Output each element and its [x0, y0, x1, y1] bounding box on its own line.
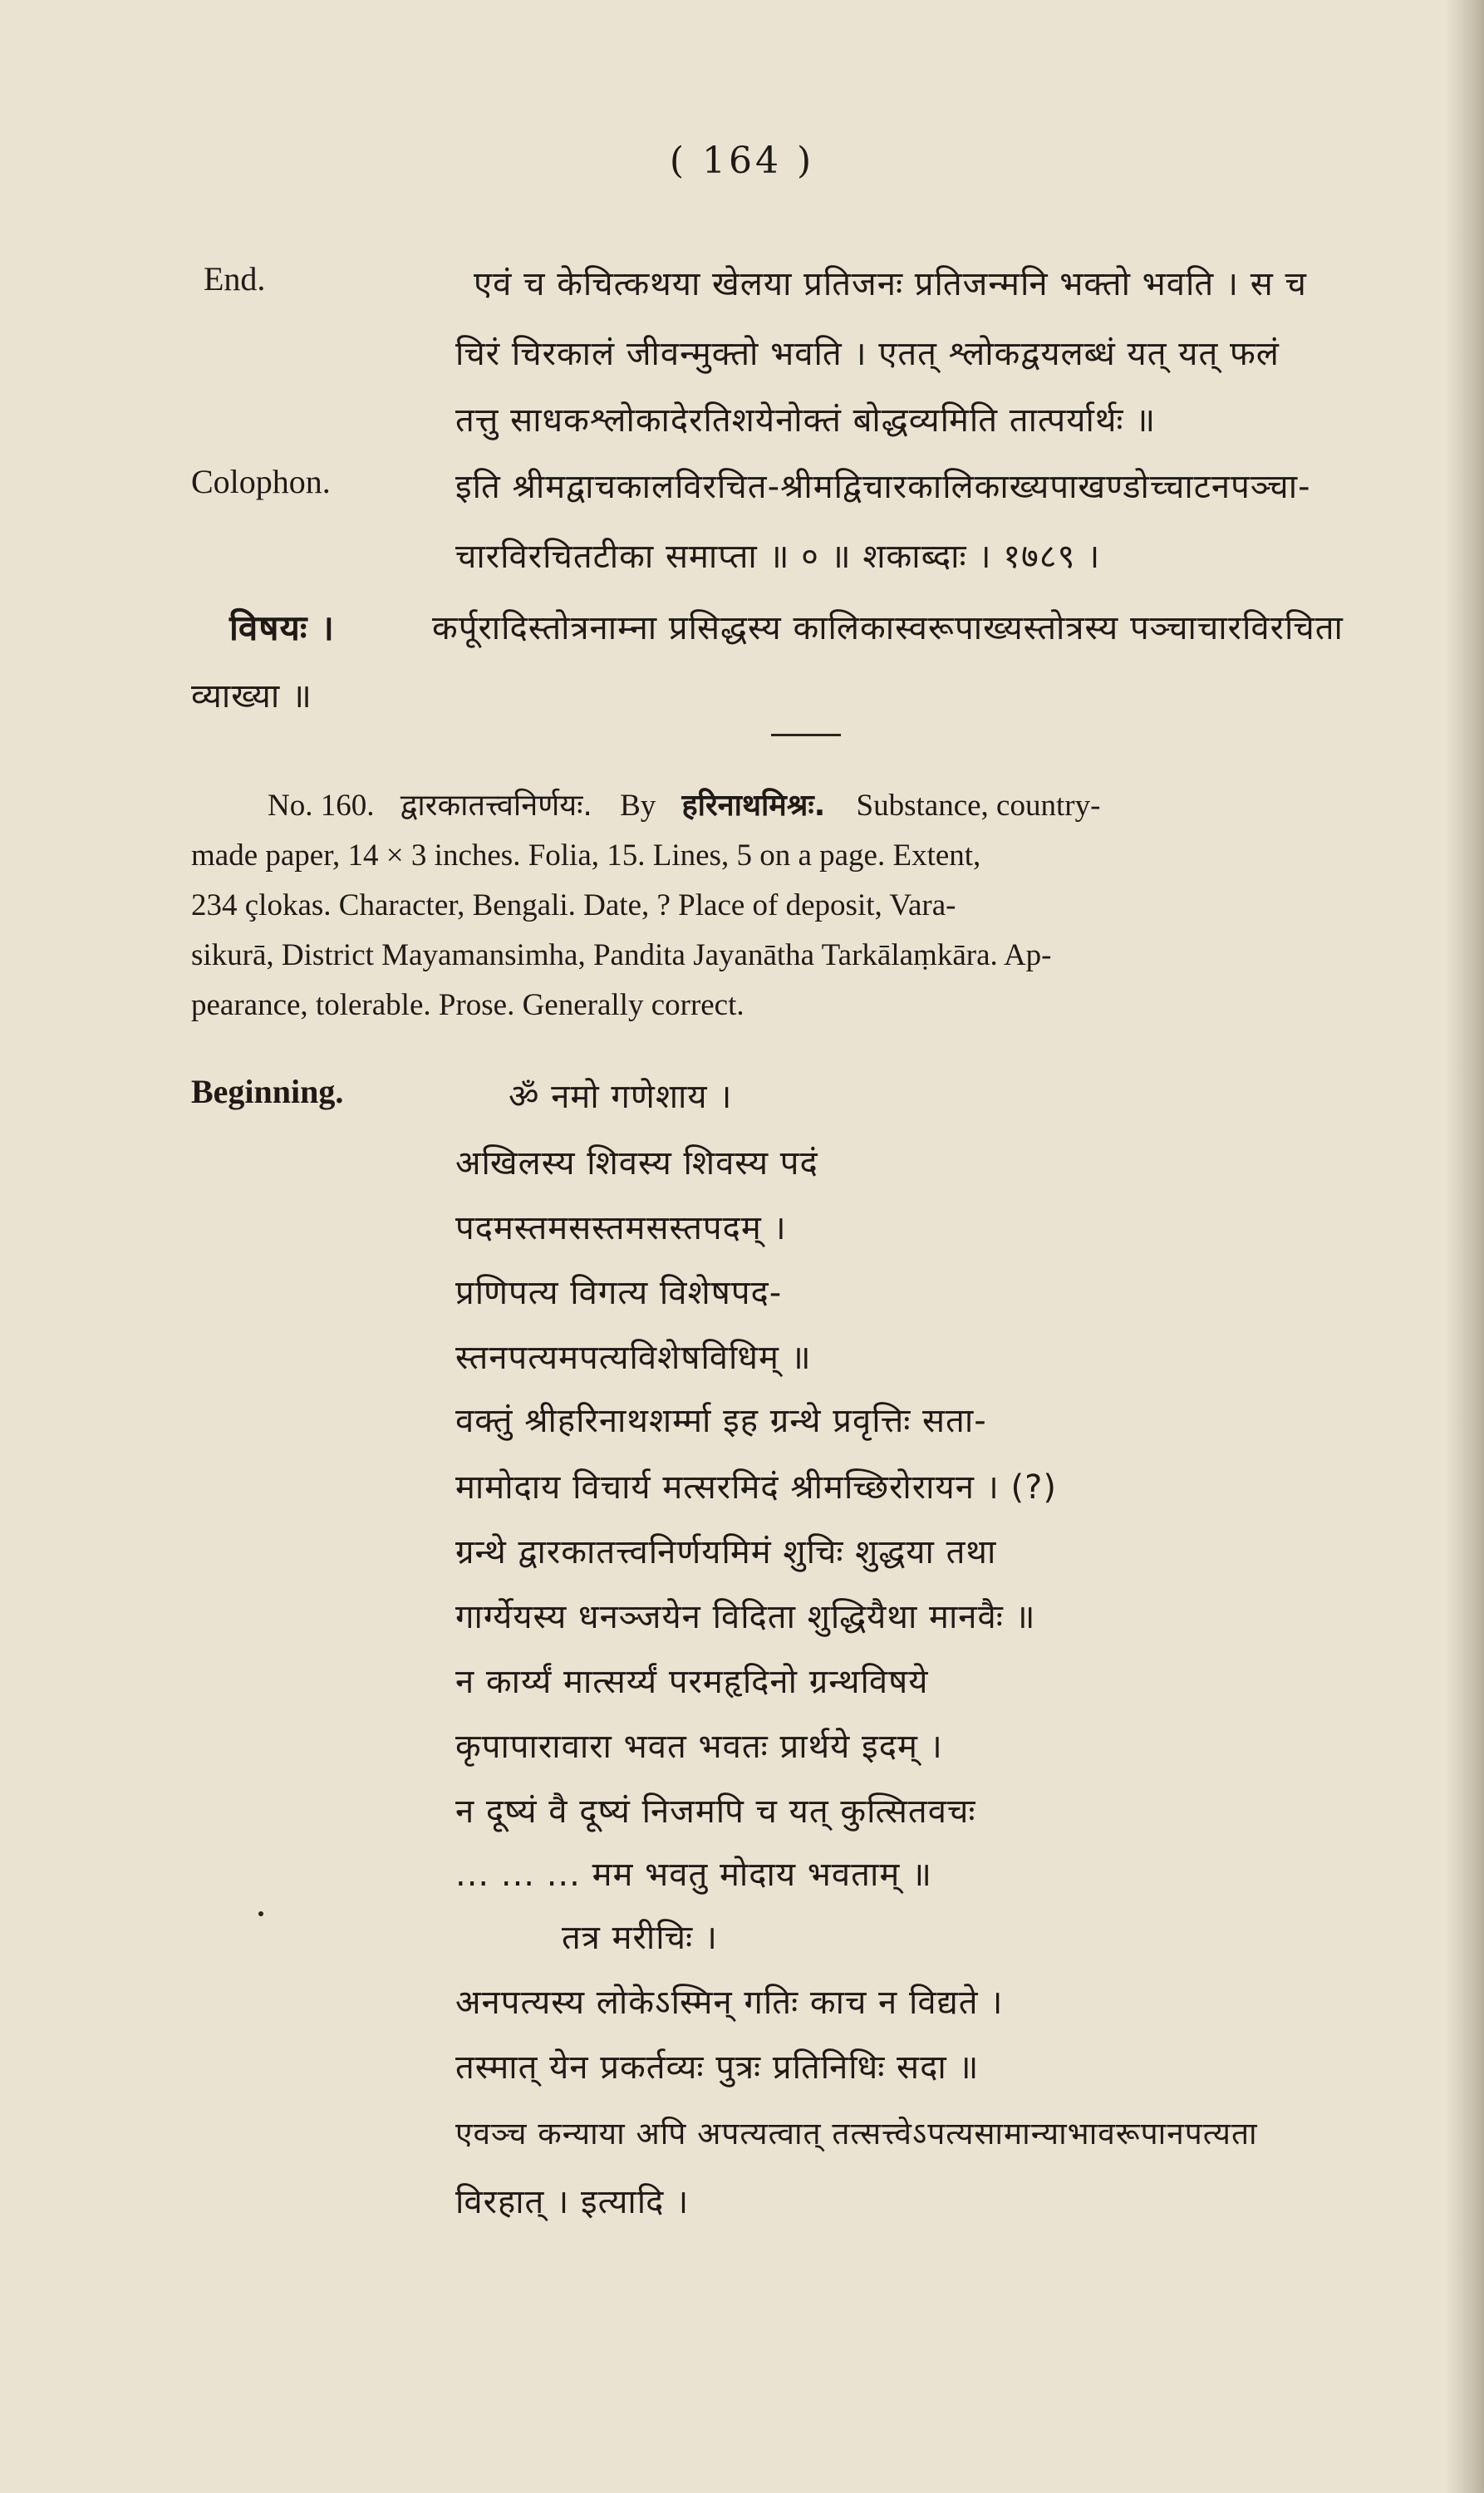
beginning-line-15: अनपत्यस्य लोकेऽस्मिन् गतिः काच न विद्यते । — [455, 1984, 1004, 2022]
colophon-label: Colophon. — [191, 463, 331, 500]
beginning-line-1: ॐ नमो गणेशाय । — [509, 1078, 733, 1116]
subject-line-2: व्याख्या ॥ — [191, 677, 312, 715]
beginning-line-18: विरहात् । इत्यादि । — [455, 2183, 690, 2221]
subject-line-1: कर्पूरादिस्तोत्रनाम्ना प्रसिद्धस्य कालिकास्वरूपाख्यस्तोत्रस्य पञ्चाचारविरचिता — [432, 609, 1344, 647]
beginning-line-16: तस्मात् येन प्रकर्तव्यः पुत्रः प्रतिनिधिः सदा ॥ — [455, 2048, 980, 2087]
beginning-line-17: एवञ्च कन्याया अपि अपत्यत्वात् तत्सत्त्वेऽपत्यसामान्याभावरूपानपत्यता — [455, 2116, 1258, 2151]
entry-line-5: pearance, tolerable. Prose. Generally correct. — [191, 988, 744, 1022]
entry-line-1 — [191, 781, 1437, 831]
entry-by: By — [620, 789, 656, 823]
beginning-line-2: अखिलस्य शिवस्य शिवस्य पदं — [455, 1144, 818, 1183]
section-divider — [771, 734, 841, 736]
subject-label: विषयः । — [229, 607, 335, 648]
end-line-3: तत्तु साधकश्लोकादेरतिशयेनोक्तं बोद्धव्यमिति तात्पर्यार्थः ॥ — [455, 401, 1157, 440]
beginning-line-7: मामोदाय विचार्य मत्सरमिदं श्रीमच्छिरोरायन । (?) — [455, 1468, 1057, 1507]
entry-line-3: 234 çlokas. Character, Bengali. Date, ? Place of deposit, Vara- — [191, 888, 956, 922]
stray-dot — [258, 1911, 263, 1916]
beginning-line-13: ... ... ... मम भवतु मोदाय भवताम् ॥ — [455, 1856, 932, 1894]
beginning-line-8: ग्रन्थे द्वारकातत्त्वनिर्णयमिमं शुचिः शुद्धया तथा — [455, 1533, 997, 1571]
entry-title: द्वारकातत्त्वनिर्णयः. — [400, 789, 592, 823]
entry-line-2: made paper, 14 × 3 inches. Folia, 15. Lines, 5 on a page. Extent, — [191, 838, 981, 873]
colophon-line-2: चारविरचितटीका समाप्ता ॥ ० ॥ शकाब्दाः । १७८९ । — [455, 538, 1101, 576]
beginning-line-4: प्रणिपत्य विगत्य विशेषपद- — [455, 1274, 783, 1312]
end-line-2: चिरं चिरकालं जीवन्मुक्तो भवति । एतत् श्लोकद्वयलब्धं यत् यत् फलं — [455, 335, 1280, 373]
entry-number: No. 160. — [268, 789, 375, 823]
catalogue-entry — [191, 781, 1437, 1030]
page-edge-shadow — [1446, 0, 1484, 2493]
end-label: End. — [204, 260, 266, 297]
beginning-line-10: न कार्य्यं मात्सर्य्यं परमहृदिनो ग्रन्थविषये — [455, 1663, 929, 1701]
beginning-label: Beginning. — [191, 1073, 344, 1110]
beginning-line-9: गार्ग्येयस्य धनञ्जयेन विदिता शुद्धियैथा मानवैः ॥ — [455, 1598, 1036, 1636]
colophon-line-1: इति श्रीमद्वाचकालविरचित-श्रीमद्विचारकालिकाख्यपाखण्डोच्चाटनपञ्चा- — [455, 468, 1311, 506]
page-number: ( 164 ) — [669, 140, 815, 182]
beginning-line-5: स्तनपत्यमपत्यविशेषविधिम् ॥ — [455, 1339, 812, 1377]
beginning-line-14: तत्र मरीचिः । — [562, 1919, 718, 1957]
entry-author: हरिनाथमिश्रः. — [681, 789, 826, 823]
entry-line-4: sikurā, District Mayamansimha, Pandita Jayanātha Tarkālaṃkāra. Ap- — [191, 938, 1052, 972]
beginning-line-11: कृपापारावारा भवत भवतः प्रार्थये इदम् । — [455, 1728, 943, 1766]
end-line-1: एवं च केचित्कथया खेलया प्रतिजनः प्रतिजन्मनि भक्तो भवति । स च — [474, 265, 1307, 303]
entry-substance: Substance, country- — [856, 789, 1101, 823]
beginning-line-12: न दूष्यं वै दूष्यं निजमपि च यत् कुत्सितवचः — [455, 1792, 976, 1831]
beginning-line-6: वक्तुं श्रीहरिनाथशर्म्मा इह ग्रन्थे प्रवृत्तिः सता- — [455, 1402, 987, 1440]
beginning-line-3: पदमस्तमसस्तमसस्तपदम् । — [455, 1209, 787, 1247]
